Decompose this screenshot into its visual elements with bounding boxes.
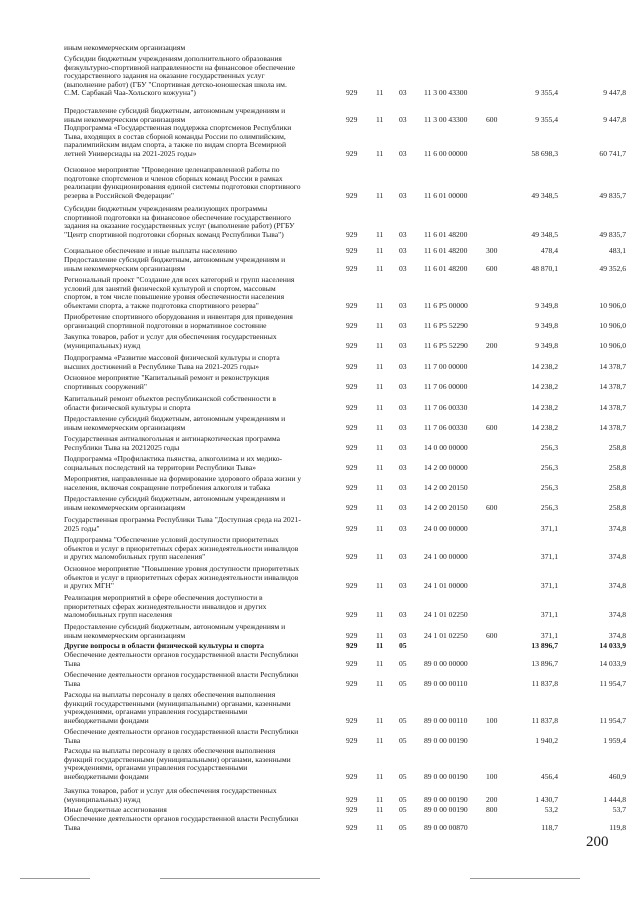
row-name: Обеспечение деятельности органов государственной власти Республики Тыва xyxy=(64,727,299,745)
scan-edge-line xyxy=(160,878,320,879)
admin-code: 929 xyxy=(346,794,358,804)
amount-2023: 14 378,7 xyxy=(599,381,626,391)
amount-2022: 11 837,8 xyxy=(531,678,558,688)
subsection-code: 03 xyxy=(399,610,407,620)
target-article-code: 89 0 00 00110 xyxy=(424,715,468,725)
expense-type-code: 600 xyxy=(486,630,498,640)
target-article-code: 24 1 01 02250 xyxy=(424,630,468,640)
subsection-code: 03 xyxy=(399,320,407,330)
admin-code: 929 xyxy=(346,148,358,158)
target-article-code: 11 6 P5 52290 xyxy=(424,320,468,330)
section-code: 11 xyxy=(376,794,384,804)
admin-code: 929 xyxy=(346,581,358,591)
section-code: 11 xyxy=(376,822,384,832)
amount-2022: 14 238,2 xyxy=(531,422,558,432)
amount-2022: 118,7 xyxy=(541,822,558,832)
amount-2022: 58 698,3 xyxy=(531,148,558,158)
section-code: 11 xyxy=(376,148,384,158)
admin-code: 929 xyxy=(346,462,358,472)
subsection-code: 03 xyxy=(399,263,407,273)
admin-code: 929 xyxy=(346,641,358,650)
amount-2023: 1 444,8 xyxy=(603,794,626,804)
subsection-code: 05 xyxy=(399,735,407,745)
expense-type-code: 100 xyxy=(486,771,498,781)
amount-2023: 11 954,7 xyxy=(599,715,626,725)
scan-edge-line xyxy=(20,878,90,879)
expense-type-code: 300 xyxy=(486,246,498,255)
subsection-code: 03 xyxy=(399,581,407,591)
scan-edge-line xyxy=(470,878,580,879)
section-code: 11 xyxy=(376,630,384,640)
target-article-code: 11 3 00 43300 xyxy=(424,114,468,124)
row-name: Предоставление субсидий бюджетным, автономным учреждениям и иным некоммерческим организациям xyxy=(64,255,286,273)
section-code: 11 xyxy=(376,482,384,492)
amount-2022: 371,1 xyxy=(540,581,558,591)
section-code: 11 xyxy=(376,114,384,124)
amount-2022: 478,4 xyxy=(540,246,558,255)
amount-2023: 258,8 xyxy=(608,462,626,472)
row-name: Основное мероприятие "Капитальный ремонт и реконструкция спортивных сооружений" xyxy=(64,373,269,391)
admin-code: 929 xyxy=(346,300,358,310)
amount-2023: 374,8 xyxy=(608,552,626,562)
amount-2023: 14 378,7 xyxy=(599,402,626,412)
target-article-code: 24 0 00 00000 xyxy=(424,523,468,533)
admin-code: 929 xyxy=(346,381,358,391)
subsection-code: 03 xyxy=(399,442,407,452)
row-name: Предоставление субсидий бюджетным, автономным учреждениям и иным некоммерческим организациям xyxy=(64,106,286,124)
admin-code: 929 xyxy=(346,822,358,832)
section-code: 11 xyxy=(376,263,384,273)
amount-2023: 374,8 xyxy=(608,610,626,620)
admin-code: 929 xyxy=(346,805,358,814)
amount-2022: 14 238,2 xyxy=(531,402,558,412)
admin-code: 929 xyxy=(346,422,358,432)
amount-2023: 483,1 xyxy=(608,246,626,255)
target-article-code: 11 6 01 00000 xyxy=(424,190,468,200)
admin-code: 929 xyxy=(346,610,358,620)
subsection-code: 03 xyxy=(399,246,407,255)
row-name: Региональный проект "Создание для всех категорий и групп населения условий для занятий физической культурой и спортом, массовым спортом, в том числе повышение уровня обеспеченности населения объектами спорта, а также подготовка спортивного резерва" xyxy=(64,275,295,310)
subsection-code: 05 xyxy=(399,641,407,650)
row-name: Субсидии бюджетным учреждениям дополнительного образования физкультурно-спортивной направленности на финансовое обеспечение государственного задания на оказание государственных услуг (выполнение работ) (ГБУ "Спортивная детско-юношеская школа им. С.М. Сарбакай Чаа-Хольского кожууна") xyxy=(64,54,295,98)
target-article-code: 89 0 00 00190 xyxy=(424,771,468,781)
target-article-code: 11 7 00 00000 xyxy=(424,361,468,371)
amount-2023: 49 835,7 xyxy=(599,190,626,200)
subsection-code: 05 xyxy=(399,771,407,781)
amount-2022: 9 349,8 xyxy=(535,340,558,350)
section-code: 11 xyxy=(376,581,384,591)
expense-type-code: 600 xyxy=(486,502,498,512)
subsection-code: 03 xyxy=(399,462,407,472)
row-name: Государственная антиалкогольная и антинаркотическая программа Республики Тыва на 20212025 годы xyxy=(64,434,281,452)
section-code: 11 xyxy=(376,88,384,98)
section-code: 11 xyxy=(376,422,384,432)
amount-2022: 49 348,5 xyxy=(531,190,558,200)
target-article-code: 11 6 01 48200 xyxy=(424,229,468,239)
row-name: Иные бюджетные ассигнования xyxy=(64,805,167,814)
subsection-code: 03 xyxy=(399,552,407,562)
amount-2022: 256,3 xyxy=(540,462,558,472)
section-code: 11 xyxy=(376,523,384,533)
subsection-code: 03 xyxy=(399,361,407,371)
section-code: 11 xyxy=(376,229,384,239)
subsection-code: 05 xyxy=(399,678,407,688)
amount-2022: 49 348,5 xyxy=(531,229,558,239)
row-name: Предоставление субсидий бюджетным, автономным учреждениям и иным некоммерческим организациям xyxy=(64,414,286,432)
target-article-code: 14 0 00 00000 xyxy=(424,442,468,452)
row-name: Закупка товаров, работ и услуг для обеспечения государственных (муниципальных) нужд xyxy=(64,332,277,350)
admin-code: 929 xyxy=(346,482,358,492)
amount-2022: 9 349,8 xyxy=(535,300,558,310)
subsection-code: 03 xyxy=(399,229,407,239)
target-article-code: 89 0 00 00000 xyxy=(424,658,468,668)
target-article-code: 11 7 06 00330 xyxy=(424,422,468,432)
section-code: 11 xyxy=(376,735,384,745)
amount-2022: 456,4 xyxy=(540,771,558,781)
amount-2023: 14 033,9 xyxy=(599,641,626,650)
amount-2023: 258,8 xyxy=(608,442,626,452)
target-article-code: 89 0 00 00190 xyxy=(424,735,468,745)
section-code: 11 xyxy=(376,658,384,668)
amount-2022: 13 896,7 xyxy=(531,641,558,650)
subsection-code: 03 xyxy=(399,402,407,412)
target-article-code: 11 6 00 00000 xyxy=(424,148,468,158)
amount-2022: 9 355,4 xyxy=(535,114,558,124)
target-article-code: 14 2 00 20150 xyxy=(424,482,468,492)
amount-2022: 256,3 xyxy=(540,502,558,512)
admin-code: 929 xyxy=(346,263,358,273)
row-name: Мероприятия, направленные на формирование здорового образа жизни у населения, включая сокращение потребления алкоголя и табака xyxy=(64,474,302,492)
admin-code: 929 xyxy=(346,361,358,371)
subsection-code: 03 xyxy=(399,340,407,350)
row-name: Расходы на выплаты персоналу в целях обеспечения выполнения функций государственными (муниципальными) органами, казенными учреждениями, органами управления государственными внебюджетными фондами xyxy=(64,690,291,725)
amount-2022: 371,1 xyxy=(540,630,558,640)
target-article-code: 14 2 00 20150 xyxy=(424,502,468,512)
admin-code: 929 xyxy=(346,340,358,350)
expense-type-code: 800 xyxy=(486,805,498,814)
amount-2023: 11 954,7 xyxy=(599,678,626,688)
target-article-code: 11 3 00 43300 xyxy=(424,88,468,98)
subsection-code: 03 xyxy=(399,502,407,512)
section-code: 11 xyxy=(376,552,384,562)
admin-code: 929 xyxy=(346,114,358,124)
target-article-code: 11 6 P5 52290 xyxy=(424,340,468,350)
amount-2022: 256,3 xyxy=(540,442,558,452)
row-name: Предоставление субсидий бюджетным, автономным учреждениям и иным некоммерческим организациям xyxy=(64,622,286,640)
subsection-code: 05 xyxy=(399,794,407,804)
admin-code: 929 xyxy=(346,402,358,412)
amount-2022: 14 238,2 xyxy=(531,361,558,371)
section-code: 11 xyxy=(376,246,384,255)
section-code: 11 xyxy=(376,678,384,688)
row-name: Обеспечение деятельности органов государственной власти Республики Тыва xyxy=(64,650,299,668)
section-code: 11 xyxy=(376,402,384,412)
subsection-code: 03 xyxy=(399,422,407,432)
amount-2022: 1 940,2 xyxy=(535,735,558,745)
expense-type-code: 600 xyxy=(486,114,498,124)
row-name: Подпрограмма «Профилактика пьянства, алкоголизма и их медико- социальных последствий на территории Республики Тыва» xyxy=(64,454,283,472)
target-article-code: 89 0 00 00190 xyxy=(424,794,468,804)
section-code: 11 xyxy=(376,190,384,200)
row-name: Государственная программа Республики Тыва "Доступная среда на 2021- 2025 годы" xyxy=(64,515,301,533)
amount-2023: 60 741,7 xyxy=(599,148,626,158)
amount-2022: 9 355,4 xyxy=(535,88,558,98)
section-code: 11 xyxy=(376,340,384,350)
section-code: 11 xyxy=(376,462,384,472)
subsection-code: 03 xyxy=(399,630,407,640)
subsection-code: 05 xyxy=(399,805,407,814)
row-name: Реализация мероприятий в сфере обеспечения доступности в приоритетных сферах жизнедеятельности инвалидов и других маломобильных групп населения xyxy=(64,593,267,620)
amount-2023: 258,8 xyxy=(608,502,626,512)
section-code: 11 xyxy=(376,805,384,814)
amount-2022: 371,1 xyxy=(540,523,558,533)
target-article-code: 89 0 00 00870 xyxy=(424,822,468,832)
section-code: 11 xyxy=(376,715,384,725)
target-article-code: 11 6 01 48200 xyxy=(424,263,468,273)
amount-2022: 1 430,7 xyxy=(535,794,558,804)
target-article-code: 89 0 00 00190 xyxy=(424,805,468,814)
target-article-code: 24 1 01 02250 xyxy=(424,610,468,620)
row-name: Подпрограмма "Обеспечение условий доступности приоритетных объектов и услуг в приоритетных сферах жизнедеятельности инвалидов и других маломобильных групп населения" xyxy=(64,535,299,562)
amount-2023: 10 906,0 xyxy=(599,340,626,350)
subsection-code: 03 xyxy=(399,523,407,533)
amount-2022: 48 870,1 xyxy=(531,263,558,273)
target-article-code: 24 1 00 00000 xyxy=(424,552,468,562)
target-article-code: 11 7 06 00000 xyxy=(424,381,468,391)
target-article-code: 89 0 00 00110 xyxy=(424,678,468,688)
subsection-code: 03 xyxy=(399,114,407,124)
amount-2023: 10 906,0 xyxy=(599,300,626,310)
amount-2022: 11 837,8 xyxy=(531,715,558,725)
amount-2023: 258,8 xyxy=(608,482,626,492)
amount-2022: 371,1 xyxy=(540,610,558,620)
amount-2022: 14 238,2 xyxy=(531,381,558,391)
subsection-code: 03 xyxy=(399,88,407,98)
row-name: Другие вопросы в области физической культуры и спорта xyxy=(64,641,264,650)
row-name: Обеспечение деятельности органов государственной власти Республики Тыва xyxy=(64,670,299,688)
admin-code: 929 xyxy=(346,229,358,239)
subsection-code: 05 xyxy=(399,822,407,832)
section-code: 11 xyxy=(376,300,384,310)
section-code: 11 xyxy=(376,442,384,452)
amount-2023: 10 906,0 xyxy=(599,320,626,330)
page-number: 200 xyxy=(586,834,609,850)
subsection-code: 03 xyxy=(399,482,407,492)
amount-2022: 371,1 xyxy=(540,552,558,562)
section-code: 11 xyxy=(376,361,384,371)
admin-code: 929 xyxy=(346,630,358,640)
amount-2022: 256,3 xyxy=(540,482,558,492)
admin-code: 929 xyxy=(346,771,358,781)
subsection-code: 03 xyxy=(399,381,407,391)
row-name: Субсидии бюджетным учреждениям реализующих программы спортивной подготовки на финансовое обеспечение государственного задания на оказание государственных услуг (выполнение работ) (РГБУ "Центр спортивной подготовки сборных команд Республики Тыва") xyxy=(64,204,295,239)
expense-type-code: 600 xyxy=(486,422,498,432)
admin-code: 929 xyxy=(346,502,358,512)
admin-code: 929 xyxy=(346,552,358,562)
subsection-code: 03 xyxy=(399,300,407,310)
expense-type-code: 100 xyxy=(486,715,498,725)
section-code: 11 xyxy=(376,502,384,512)
admin-code: 929 xyxy=(346,523,358,533)
target-article-code: 14 2 00 00000 xyxy=(424,462,468,472)
amount-2023: 374,8 xyxy=(608,523,626,533)
section-code: 11 xyxy=(376,610,384,620)
admin-code: 929 xyxy=(346,88,358,98)
row-name: иным некоммерческим организациям xyxy=(64,43,186,52)
expense-type-code: 600 xyxy=(486,263,498,273)
target-article-code: 11 6 P5 00000 xyxy=(424,300,468,310)
admin-code: 929 xyxy=(346,442,358,452)
target-article-code: 11 7 06 00330 xyxy=(424,402,468,412)
target-article-code: 24 1 01 00000 xyxy=(424,581,468,591)
row-name: Расходы на выплаты персоналу в целях обеспечения выполнения функций государственными (муниципальными) органами, казенными учреждениями, органами управления государственными внебюджетными фондами xyxy=(64,746,291,781)
admin-code: 929 xyxy=(346,715,358,725)
amount-2023: 9 447,8 xyxy=(603,88,626,98)
amount-2023: 1 959,4 xyxy=(603,735,626,745)
section-code: 11 xyxy=(376,381,384,391)
admin-code: 929 xyxy=(346,320,358,330)
section-code: 11 xyxy=(376,641,384,650)
target-article-code: 11 6 01 48200 xyxy=(424,246,468,255)
row-name: Основное мероприятие "Повышение уровня доступности приоритетных объектов и услуг в приоритетных сферах жизнедеятельности инвалидов и других МГН" xyxy=(64,564,300,591)
amount-2022: 13 896,7 xyxy=(531,658,558,668)
section-code: 11 xyxy=(376,771,384,781)
amount-2022: 53,2 xyxy=(544,805,558,814)
row-name: Приобретение спортивного оборудования и инвентаря для приведения организаций спортивной подготовки в нормативное состояние xyxy=(64,312,293,330)
section-code: 11 xyxy=(376,320,384,330)
row-name: Капитальный ремонт объектов республиканской собственности в области физической культуры и спорта xyxy=(64,394,276,412)
row-name: Подпрограмма «Государственная поддержка спортсменов Республики Тыва, входящих в состав сборной команды России по олимпийским, паралимпийским видам спорта, а также по видам спорта Всемирной летней Универсиады на 2021-2025 годы» xyxy=(64,123,292,158)
expense-type-code: 200 xyxy=(486,340,498,350)
amount-2023: 460,9 xyxy=(608,771,626,781)
row-name: Предоставление субсидий бюджетным, автономным учреждениям и иным некоммерческим организациям xyxy=(64,494,286,512)
admin-code: 929 xyxy=(346,190,358,200)
row-name: Закупка товаров, работ и услуг для обеспечения государственных (муниципальных) нужд xyxy=(64,786,277,804)
row-name: Социальное обеспечение и иные выплаты населению xyxy=(64,246,237,255)
subsection-code: 03 xyxy=(399,190,407,200)
amount-2022: 9 349,8 xyxy=(535,320,558,330)
expense-type-code: 200 xyxy=(486,794,498,804)
admin-code: 929 xyxy=(346,678,358,688)
amount-2023: 49 835,7 xyxy=(599,229,626,239)
amount-2023: 119,8 xyxy=(609,822,626,832)
amount-2023: 9 447,8 xyxy=(603,114,626,124)
subsection-code: 03 xyxy=(399,148,407,158)
row-name: Подпрограмма «Развитие массовой физической культуры и спорта высших достижений в Республике Тыва на 2021-2025 годы» xyxy=(64,353,280,371)
subsection-code: 05 xyxy=(399,658,407,668)
amount-2023: 14 378,7 xyxy=(599,422,626,432)
admin-code: 929 xyxy=(346,658,358,668)
amount-2023: 53,7 xyxy=(612,805,626,814)
amount-2023: 14 033,9 xyxy=(599,658,626,668)
row-name: Основное мероприятие "Проведение целенаправленной работы по подготовке спортсменов и членов сборных команд России в рамках реализации функционирования единой системы подготовки спортивного резерва в Российской Федерации" xyxy=(64,165,301,200)
row-name: Обеспечение деятельности органов государственной власти Республики Тыва xyxy=(64,814,299,832)
subsection-code: 05 xyxy=(399,715,407,725)
amount-2023: 14 378,7 xyxy=(599,361,626,371)
amount-2023: 374,8 xyxy=(608,581,626,591)
admin-code: 929 xyxy=(346,246,358,255)
admin-code: 929 xyxy=(346,735,358,745)
amount-2023: 49 352,6 xyxy=(599,263,626,273)
amount-2023: 374,8 xyxy=(608,630,626,640)
